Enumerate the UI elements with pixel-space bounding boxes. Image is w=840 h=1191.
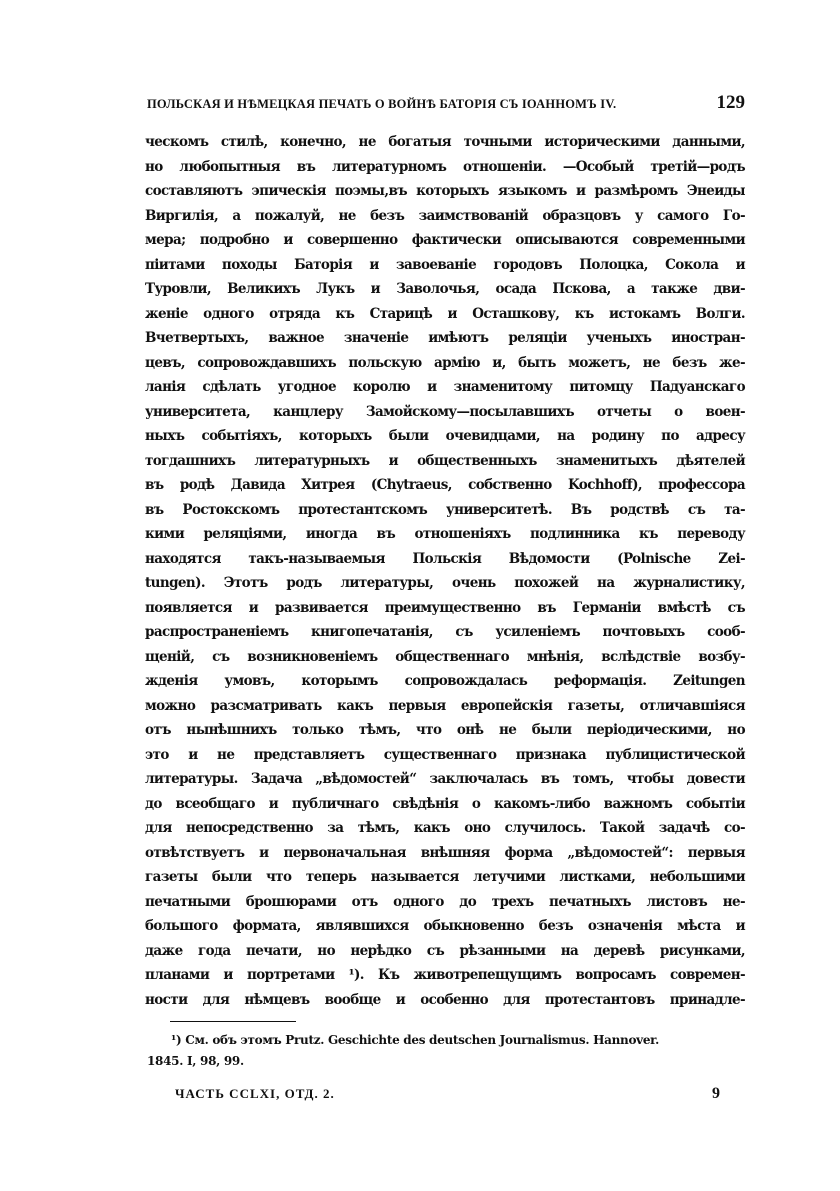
footnote-rule [170, 1021, 296, 1022]
text-line: для непосредственно за тѣмъ, какъ оно случилось. Такой задачѣ со- [145, 820, 745, 836]
printer-signature [175, 1085, 720, 1103]
text-line: большого формата, являвшихся обыкновенно безъ означенія мѣста и [145, 918, 745, 934]
text-line: можно разсматривать какъ первыя европейскія газеты, отличавшіяся [145, 697, 745, 714]
text-line: появляется и развивается преимущественно въ Германіи вмѣстѣ съ [145, 599, 745, 616]
text-line: ческомъ стилѣ, конечно, не богатыя точными историческими данными, [145, 134, 745, 150]
text-line: отъ нынѣшнихъ только тѣмъ, что онѣ не были періодическими, но [145, 722, 745, 738]
text-line: составляютъ эпическія поэмы,въ которыхъ языкомъ и размѣромъ Энеиды [145, 183, 745, 199]
text-line: Виргилія, а пожалуй, не безъ заимствованій образцовъ у самого Го- [145, 207, 745, 224]
running-head-title: ПОЛЬСКАЯ И НѢМЕЦКАЯ ПЕЧАТЬ О ВОЙНѢ БАТОРІЯ СЪ ІОАННОМЪ IV. [147, 97, 617, 111]
text-line: въ Ростокскомъ протестантскомъ университетѣ. Въ родствѣ съ та- [145, 501, 745, 518]
text-line: tungen). Этотъ родъ литературы, очень похожей на журналистику, [145, 575, 745, 591]
text-line: отвѣтствуетъ и первоначальная внѣшняя форма „вѣдомостей“: первыя [145, 844, 745, 861]
footnote-line: 1845. I, 98, 99. [147, 1054, 244, 1068]
text-line: женіе одного отряда къ Старицѣ и Осташкову, къ истокамъ Волги. [145, 305, 745, 322]
text-line: въ родѣ Давида Хитрея (Chytraeus, собственно Kochhoff), профессора [145, 477, 745, 493]
footnote [147, 1030, 747, 1072]
text-line: газеты были что теперь называется летучими листками, небольшими [145, 869, 745, 885]
text-line: планами и портретами ¹). Къ животрепещущимъ вопросамъ современ- [145, 967, 745, 983]
text-line: щеній, съ возникновеніемъ общественнаго мнѣнія, вслѣдствіе возбу- [145, 648, 745, 665]
text-line: даже года печати, но нерѣдко съ рѣзанными на деревѣ рисунками, [145, 942, 745, 959]
body-text [145, 130, 745, 1012]
text-line: Туровли, Великихъ Лукъ и Заволочья, осада Пскова, а также дви- [145, 281, 745, 297]
text-line: печатными брошюрами отъ одного до трехъ печатныхъ листовъ не- [145, 893, 745, 910]
text-line: піитами походы Баторія и завоеваніе городовъ Полоцка, Сокола и [145, 256, 745, 273]
text-line: ности для нѣмцевъ вообще и особенно для протестантовъ принадле- [145, 991, 745, 1008]
text-line: литературы. Задача „вѣдомостей“ заключалась въ томъ, чтобы довести [145, 771, 745, 787]
text-line: мера; подробно и совершенно фактически описываются современными [145, 232, 745, 248]
signature-number: 9 [712, 1085, 720, 1102]
page-number: 129 [716, 92, 745, 113]
text-line: ланія сдѣлать угодное королю и знаменитому питомцу Падуанскаго [145, 379, 745, 395]
footnote-line: ¹) См. объ этомъ Prutz. Geschichte des deutschen Journalismus. Hannover. [171, 1033, 659, 1047]
running-head [147, 92, 745, 116]
text-line: тогдашнихъ литературныхъ и общественныхъ знаменитыхъ дѣятелей [145, 452, 745, 469]
text-line: университета, канцлеру Замойскому—посылавшихъ отчеты о воен- [145, 403, 745, 420]
text-line: но любопытныя въ литературномъ отношеніи. —Особый третій—родъ [145, 158, 745, 175]
text-line: жденія умовъ, которымъ сопровождалась реформація. Zeitungen [145, 673, 745, 689]
text-line: находятся такъ-называемыя Польскія Вѣдомости (Polnische Zei- [145, 550, 745, 567]
signature-text: ЧАСТЬ CCLXI, ОТД. 2. [175, 1086, 335, 1101]
text-line: распространеніемъ книгопечатанія, съ усиленіемъ почтовыхъ сооб- [145, 624, 745, 640]
text-line: кими реляціями, иногда въ отношеніяхъ подлинника къ переводу [145, 526, 745, 542]
text-line: до всеобщаго и публичнаго свѣдѣнія о какомъ-либо важномъ событіи [145, 795, 745, 812]
text-line: это и не представляетъ существеннаго признака публицистической [145, 746, 745, 763]
text-line: ныхъ событіяхъ, которыхъ были очевидцами, на родину по адресу [145, 428, 745, 444]
text-line: цевъ, сопровождавшихъ польскую армію и, быть можетъ, не безъ же- [145, 354, 745, 371]
text-line: Вчетвертыхъ, важное значеніе имѣютъ реляціи ученыхъ иностран- [145, 330, 745, 346]
